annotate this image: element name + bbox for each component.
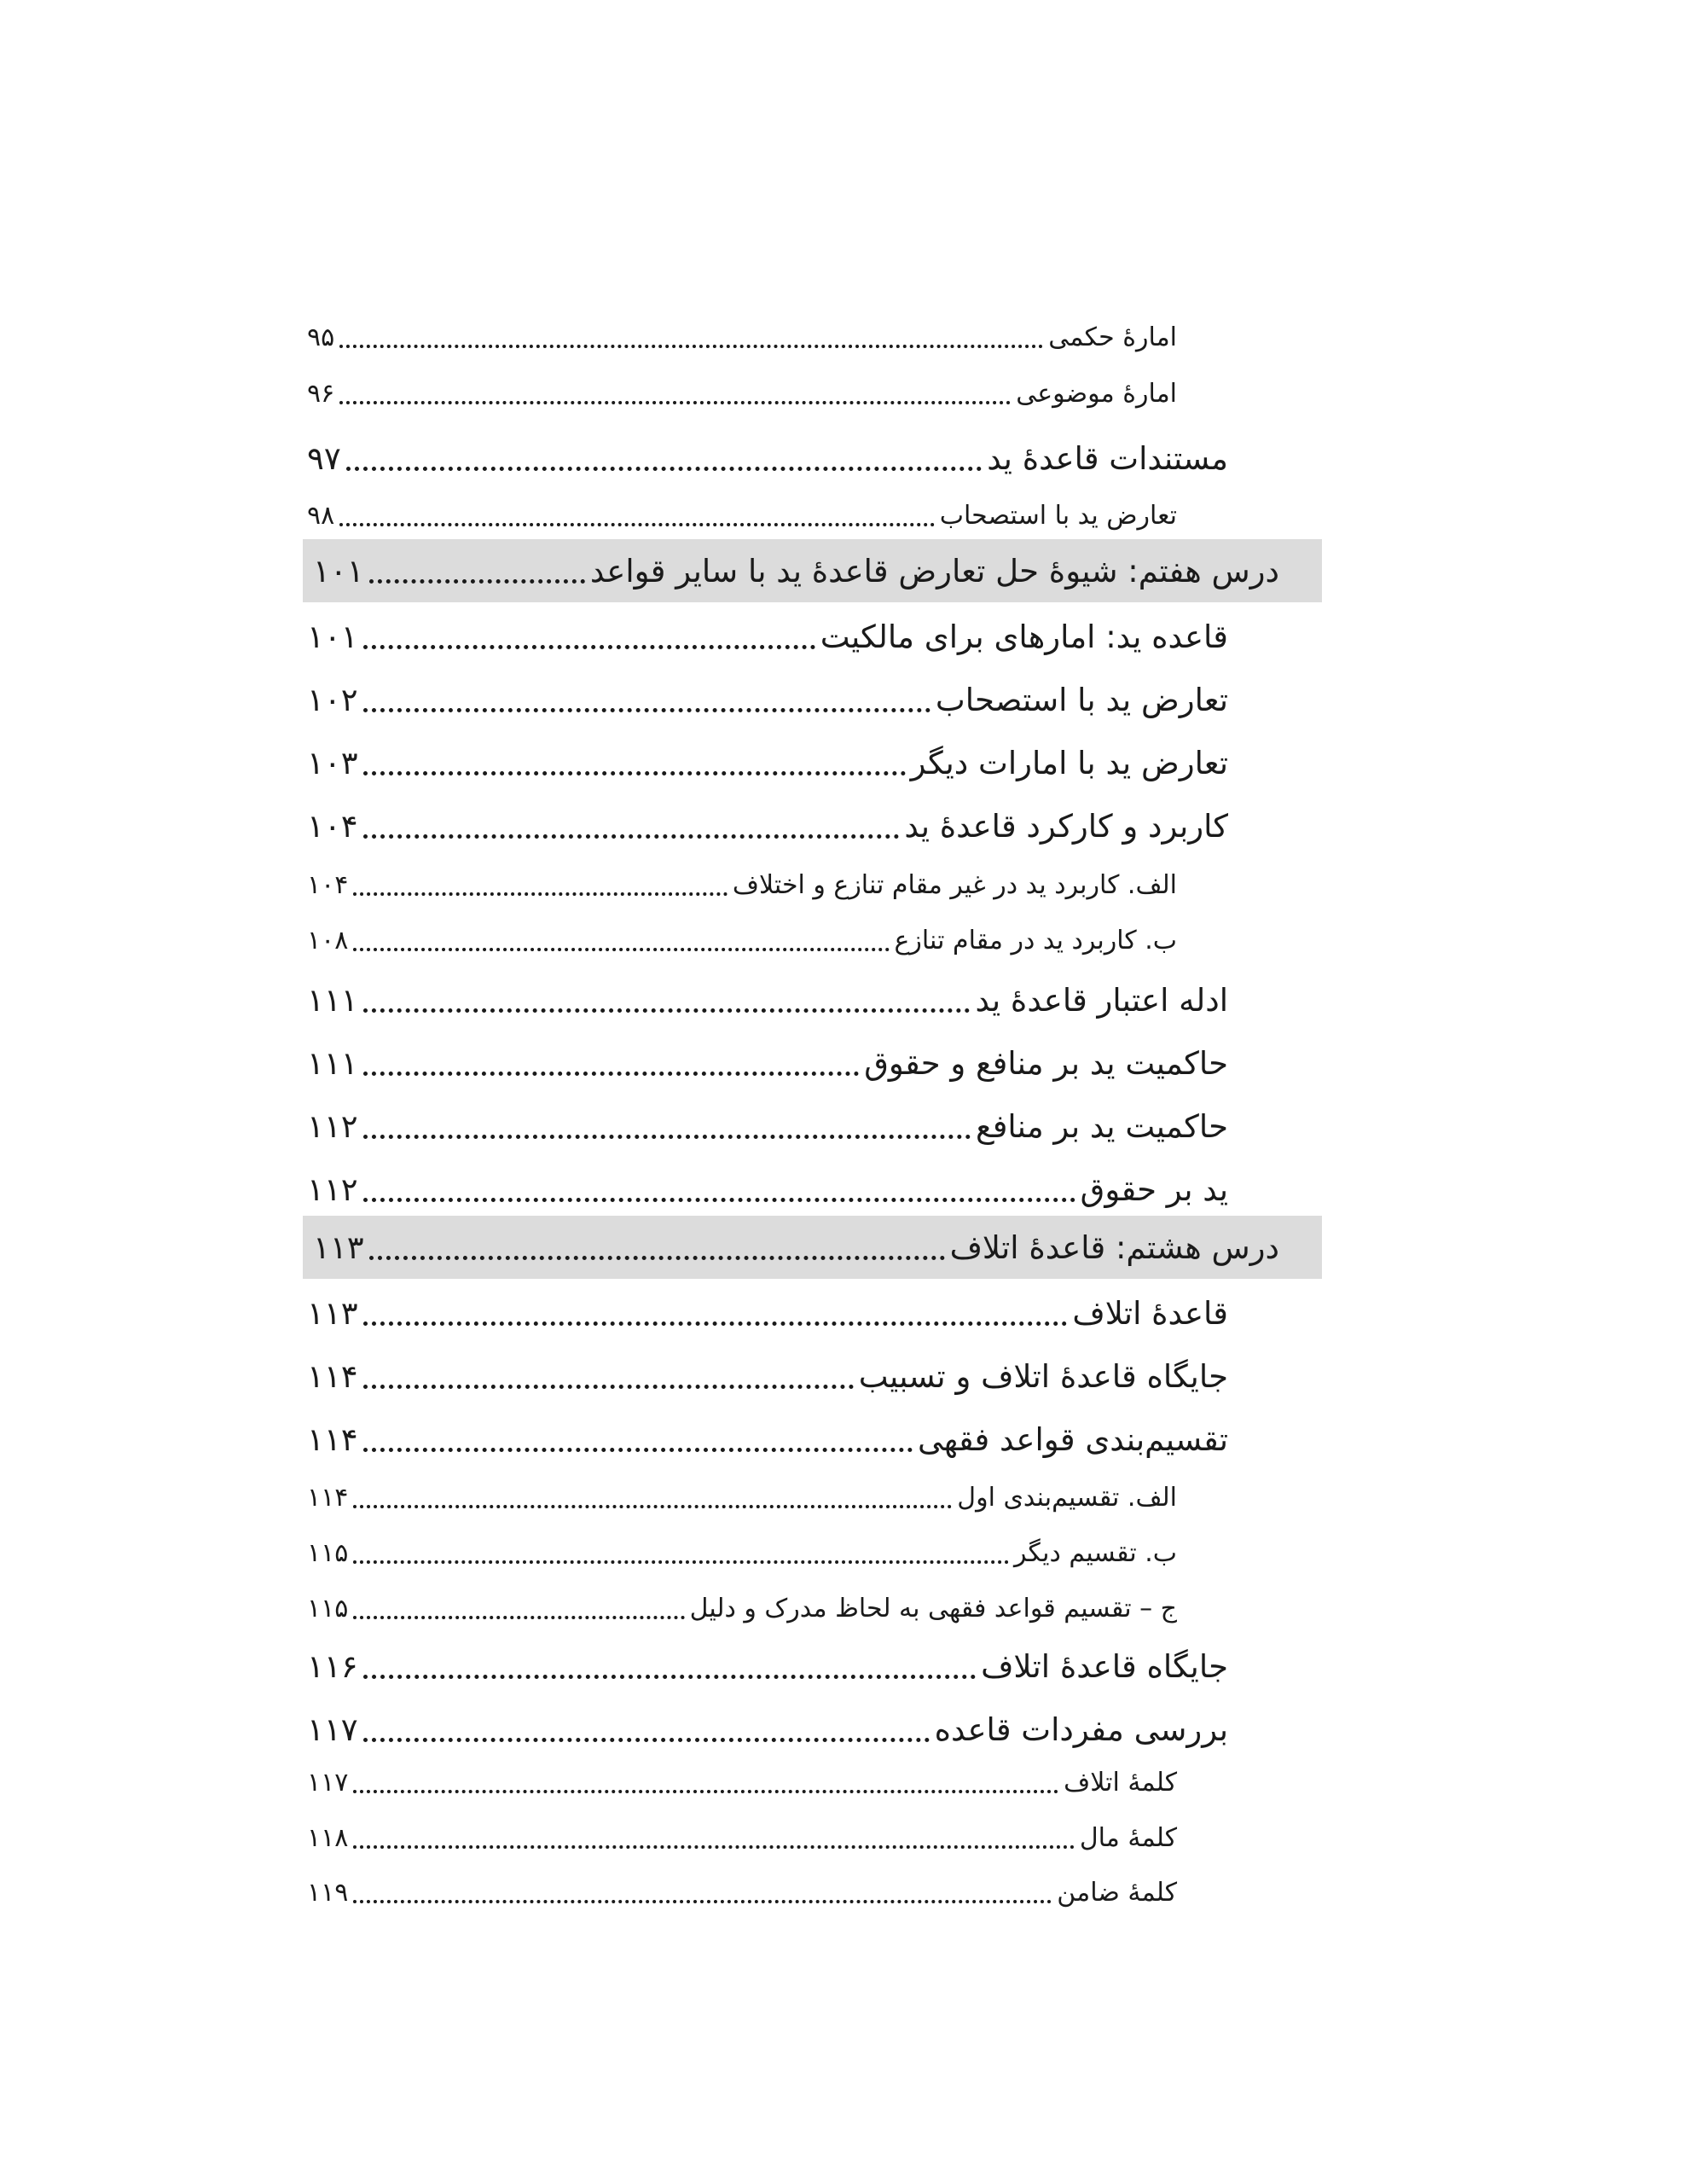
- page-number: ۱۰۸: [307, 925, 349, 956]
- toc-entry: [307, 1809, 1177, 1866]
- entry-title: حاکمیت ید بر منافع و حقوق: [864, 1044, 1228, 1082]
- dot-leader: [363, 1345, 854, 1408]
- page-number: ۱۰۳: [307, 744, 358, 781]
- dot-leader: [353, 1809, 1074, 1866]
- toc-entry: [307, 487, 1177, 543]
- dot-leader: [363, 605, 815, 668]
- entry-title: کلمۀ مال: [1079, 1822, 1177, 1853]
- toc-entry: [307, 365, 1177, 421]
- page-number: ۱۱۸: [307, 1822, 349, 1853]
- toc-entry: [307, 309, 1177, 365]
- entry-title: کلمۀ ضامن: [1057, 1877, 1177, 1908]
- toc-entry: [307, 1698, 1228, 1761]
- entry-title: ب. تقسیم دیگر: [1014, 1537, 1177, 1568]
- dot-leader: [353, 1469, 952, 1525]
- entry-title: ج – تقسیم قواعد فقهی به لحاظ مدرک و دلیل: [689, 1593, 1177, 1623]
- toc-entry: [307, 1469, 1177, 1525]
- entry-title: جایگاه قاعدۀ اتلاف و تسبیب: [858, 1357, 1228, 1395]
- toc-entry: [307, 668, 1228, 731]
- toc-entry: [307, 1754, 1177, 1810]
- chapter-title: درس هفتم: شیوۀ حل تعارض قاعدۀ ید با سایر قواعد: [589, 552, 1279, 590]
- dot-leader: [353, 912, 889, 968]
- toc-entry: [307, 1095, 1228, 1158]
- page-number: ۱۱۷: [307, 1767, 349, 1798]
- chapter-title: درس هشتم: قاعدۀ اتلاف: [949, 1228, 1279, 1266]
- dot-leader: [363, 1031, 860, 1095]
- page-number: ۱۰۴: [307, 807, 358, 845]
- page-number: ۱۱۵: [307, 1537, 349, 1568]
- chapter-heading-row: [303, 1216, 1322, 1279]
- toc-entry: [307, 1864, 1177, 1920]
- entry-title: تقسیم‌بندی قواعد فقهی: [917, 1420, 1228, 1458]
- entry-title: قاعدۀ اتلاف: [1072, 1294, 1228, 1332]
- page-number: ۱۱۴: [307, 1482, 349, 1513]
- dot-leader: [353, 857, 728, 913]
- page-number: ۱۱۶: [307, 1647, 358, 1685]
- page-number: ۱۱۹: [307, 1877, 349, 1908]
- page-number: ۱۱۲: [307, 1107, 358, 1145]
- page-number: ۱۱۷: [307, 1711, 358, 1748]
- toc-entry: [307, 857, 1177, 913]
- toc-entry: [307, 1345, 1228, 1408]
- dot-leader: [353, 1580, 684, 1636]
- page-number: ۹۵: [307, 322, 335, 352]
- page-number: ۱۰۱: [307, 618, 358, 655]
- dot-leader: [339, 309, 1043, 365]
- toc-entry: [307, 1281, 1228, 1345]
- dot-leader: [339, 487, 935, 543]
- dot-leader: [353, 1754, 1058, 1810]
- page-number: ۱۰۴: [307, 869, 349, 900]
- entry-title: الف. کاربرد ید در غیر مقام تنازع و اختلاف: [732, 869, 1177, 900]
- entry-title: ب. کاربرد ید در مقام تنازع: [894, 925, 1177, 956]
- entry-title: بررسی مفردات قاعده: [934, 1711, 1228, 1748]
- entry-title: کلمۀ اتلاف: [1064, 1767, 1177, 1798]
- page-number: ۱۰۲: [307, 681, 358, 718]
- toc-entry: [307, 1031, 1228, 1095]
- dot-leader: [353, 1525, 1009, 1581]
- toc-entry: [307, 1525, 1177, 1581]
- dot-leader: [363, 731, 906, 794]
- entry-title: جایگاه قاعدۀ اتلاف: [981, 1647, 1228, 1685]
- page-number: ۹۷: [307, 439, 341, 477]
- dot-leader: [363, 1408, 913, 1471]
- entry-title: قاعده ید: امارهای برای مالکیت: [820, 618, 1228, 655]
- page-number: ۱۱۳: [307, 1294, 358, 1332]
- toc-entry: [307, 1635, 1228, 1698]
- dot-leader: [369, 539, 585, 602]
- entry-title: تعارض ید با امارات دیگر: [910, 744, 1228, 781]
- dot-leader: [363, 1698, 930, 1761]
- dot-leader: [369, 1216, 945, 1279]
- toc-entry: [307, 912, 1177, 968]
- page-number: ۱۱۴: [307, 1420, 358, 1458]
- toc-entry: [307, 1158, 1228, 1221]
- entry-title: امارۀ حکمی: [1048, 322, 1177, 352]
- page-number: ۹۶: [307, 378, 335, 409]
- dot-leader: [363, 1635, 976, 1698]
- dot-leader: [339, 365, 1011, 421]
- page-number: ۱۱۴: [307, 1357, 358, 1395]
- dot-leader: [363, 968, 971, 1031]
- entry-title: الف. تقسیم‌بندی اول: [957, 1482, 1177, 1513]
- dot-leader: [363, 794, 900, 857]
- toc-entry: [307, 605, 1228, 668]
- page-number: ۱۱۳: [313, 1228, 364, 1266]
- toc-entry: [307, 731, 1228, 794]
- dot-leader: [363, 668, 930, 731]
- entry-title: ید بر حقوق: [1080, 1170, 1228, 1208]
- page-number: ۱۱۲: [307, 1170, 358, 1208]
- toc-entry: [307, 794, 1228, 857]
- chapter-heading-row: [303, 539, 1322, 602]
- entry-title: امارۀ موضوعی: [1016, 378, 1177, 409]
- dot-leader: [363, 1095, 971, 1158]
- entry-title: حاکمیت ید بر منافع: [976, 1107, 1228, 1145]
- entry-title: تعارض ید با استصحاب: [939, 500, 1177, 531]
- page-number: ۹۸: [307, 500, 335, 531]
- dot-leader: [363, 1281, 1068, 1345]
- page-number: ۱۱۵: [307, 1593, 349, 1623]
- entry-title: تعارض ید با استصحاب: [935, 681, 1228, 718]
- toc-entry: [307, 1580, 1177, 1636]
- entry-title: مستندات قاعدۀ ید: [987, 439, 1228, 477]
- page-number: ۱۰۱: [313, 552, 364, 590]
- toc-entry: [307, 1408, 1228, 1471]
- dot-leader: [346, 427, 982, 490]
- dot-leader: [363, 1158, 1075, 1221]
- dot-leader: [353, 1864, 1052, 1920]
- toc-entry: [307, 968, 1228, 1031]
- entry-title: کاربرد و کارکرد قاعدۀ ید: [904, 807, 1228, 845]
- toc-entry: [307, 427, 1228, 490]
- page-number: ۱۱۱: [307, 1044, 358, 1082]
- entry-title: ادله اعتبار قاعدۀ ید: [975, 981, 1228, 1019]
- page-number: ۱۱۱: [307, 981, 358, 1019]
